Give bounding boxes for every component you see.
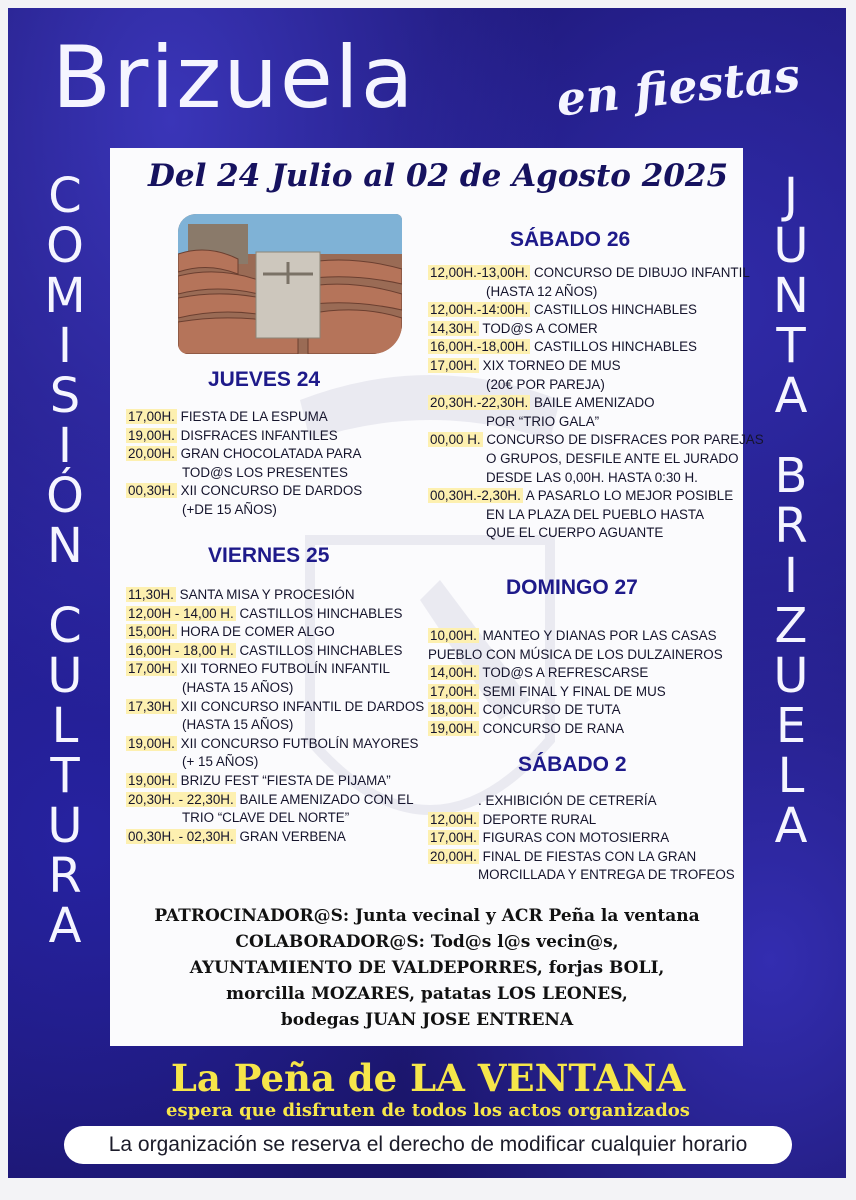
event-time: 18,00H. — [430, 702, 477, 718]
events-sabado26 — [428, 264, 764, 543]
event-text: (HASTA 15 AÑOS) — [182, 717, 294, 733]
left-vertical-letter: I — [57, 418, 73, 474]
event-text: SANTA MISA Y PROCESIÓN — [179, 587, 355, 602]
event-row — [428, 301, 764, 320]
event-row — [126, 501, 362, 520]
right-vertical-letter: Z — [774, 598, 808, 654]
right-vertical-letter: L — [777, 748, 805, 804]
event-text: CONCURSO DE DIBUJO INFANTIL — [534, 265, 750, 280]
village-photo — [178, 214, 402, 354]
event-time: 17,00H. — [128, 661, 175, 677]
event-time: 12,00H.-14:00H. — [430, 302, 529, 318]
event-text: DISFRACES INFANTILES — [180, 427, 338, 443]
left-vertical-letter: O — [46, 218, 84, 274]
event-row — [428, 829, 735, 848]
right-vertical-letter: E — [775, 698, 807, 754]
event-text: POR “TRIO GALA” — [486, 413, 600, 429]
event-row — [428, 683, 723, 702]
event-text: . EXHIBICIÓN DE CETRERÍA — [478, 793, 657, 808]
event-row — [428, 357, 764, 376]
event-text: (HASTA 12 AÑOS) — [486, 283, 598, 299]
event-text: (20€ POR PAREJA) — [486, 376, 605, 392]
event-text: BAILE AMENIZADO CON EL — [239, 791, 414, 807]
right-vertical-letter: U — [773, 218, 809, 274]
event-row — [428, 413, 764, 432]
event-time: 20,30H.-22,30H. — [430, 395, 529, 411]
left-vertical-letter: M — [44, 268, 86, 324]
event-text: CASTILLOS HINCHABLES — [534, 339, 697, 355]
event-time: 19,00H. — [128, 427, 175, 443]
event-text: TRIO “CLAVE DEL NORTE” — [182, 810, 350, 826]
event-row — [428, 450, 764, 469]
credits-line-2: COLABORADOR@S: Tod@s l@s vecin@s, — [235, 932, 619, 952]
events-viernes — [126, 586, 424, 846]
event-time: 20,00H. — [430, 848, 477, 864]
event-text: EN LA PLAZA DEL PUEBLO HASTA — [486, 506, 705, 522]
event-row — [126, 605, 424, 624]
event-time: 20,30H. - 22,30H. — [128, 791, 234, 807]
event-time: 19,00H. — [128, 735, 175, 751]
event-row — [428, 524, 764, 543]
event-text: CONCURSO DE DISFRACES POR PAREJAS — [486, 432, 764, 448]
left-vertical-letter: T — [50, 748, 80, 804]
event-row — [126, 464, 362, 483]
left-vertical-letter: U — [47, 798, 83, 854]
left-vertical-letter: C — [48, 598, 82, 654]
event-row — [126, 753, 424, 772]
event-time: 15,00H. — [128, 624, 175, 640]
event-text: FIESTA DE LA ESPUMA — [180, 409, 328, 424]
event-row — [428, 848, 735, 867]
event-text: HORA DE COMER ALGO — [180, 624, 335, 640]
event-row — [126, 828, 424, 847]
dates-heading: Del 24 Julio al 02 de Agosto 2025 — [148, 158, 729, 194]
top-border — [0, 0, 856, 8]
event-text: PUEBLO CON MÚSICA DE LOS DULZAINEROS — [428, 646, 723, 662]
right-vertical-letter: U — [773, 648, 809, 704]
poster-title: Brizuela — [52, 28, 416, 128]
event-row — [126, 427, 362, 446]
poster-subtitle: en fiestas — [553, 47, 803, 127]
event-text: CASTILLOS HINCHABLES — [534, 302, 697, 318]
event-row — [428, 664, 723, 683]
right-vertical-letter: A — [774, 798, 808, 854]
event-time: 19,00H. — [430, 720, 477, 736]
left-vertical-letter: I — [57, 318, 73, 374]
right-border — [846, 0, 856, 1200]
right-vertical-letter: J — [783, 168, 799, 224]
event-text: TOD@S A COMER — [482, 320, 598, 336]
left-vertical-letter: L — [51, 698, 79, 754]
event-time: 11,30H. — [128, 587, 174, 602]
event-row — [428, 646, 723, 665]
day-title-jueves: JUEVES 24 — [208, 368, 321, 391]
day-title-domingo: DOMINGO 27 — [506, 576, 638, 599]
right-vertical-letter: B — [774, 448, 808, 504]
events-sabado2 — [428, 792, 735, 885]
event-row — [428, 469, 764, 488]
event-text: BRIZU FEST “FIESTA DE PIJAMA” — [180, 772, 391, 788]
event-text: GRAN CHOCOLATADA PARA — [180, 446, 362, 462]
event-row — [126, 735, 424, 754]
event-row — [126, 660, 424, 679]
event-time: 17,00H. — [128, 409, 175, 424]
event-text: DESDE LAS 0,00H. HASTA 0:30 H. — [486, 469, 698, 485]
event-text: BAILE AMENIZADO — [534, 395, 655, 411]
event-row — [428, 487, 764, 506]
event-text: CASTILLOS HINCHABLES — [239, 642, 403, 658]
event-text: MANTEO Y DIANAS POR LAS CASAS — [482, 628, 717, 643]
left-vertical-letter: C — [48, 168, 82, 224]
event-row — [126, 586, 424, 605]
credits-line-4: morcilla MOZARES, patatas LOS LEONES, — [226, 984, 628, 1004]
event-text: TOD@S A REFRESCARSE — [482, 665, 649, 681]
event-time: 12,00H.-13,00H. — [430, 265, 529, 280]
event-row — [428, 264, 764, 283]
event-row — [126, 408, 362, 427]
pena-heading: La Peña de LA VENTANA — [170, 1056, 686, 1100]
event-text: CASTILLOS HINCHABLES — [239, 605, 403, 621]
event-row — [428, 627, 723, 646]
event-text: GRAN VERBENA — [239, 828, 346, 844]
event-row — [428, 792, 735, 811]
event-time: 17,30H. — [128, 698, 175, 714]
right-vertical-letter: T — [776, 318, 806, 374]
event-time: 00,00 H. — [430, 432, 481, 448]
event-text: FINAL DE FIESTAS CON LA GRAN — [482, 848, 697, 864]
day-title-sabado26: SÁBADO 26 — [510, 228, 631, 251]
event-row — [126, 445, 362, 464]
event-row — [126, 772, 424, 791]
event-text: (+DE 15 AÑOS) — [182, 501, 277, 517]
left-vertical-letter: Ó — [46, 468, 84, 524]
event-time: 00,30H. — [128, 483, 175, 499]
left-vertical-letter: N — [47, 518, 83, 574]
event-time: 16,00H - 18,00 H. — [128, 642, 234, 658]
left-border — [0, 0, 8, 1200]
event-text: QUE EL CUERPO AGUANTE — [486, 525, 664, 541]
event-text: CONCURSO DE TUTA — [482, 702, 621, 718]
event-row — [126, 482, 362, 501]
event-time: 00,30H. - 02,30H. — [128, 828, 234, 844]
event-text: (+ 15 AÑOS) — [182, 754, 259, 770]
event-row — [428, 506, 764, 525]
right-vertical-letter: R — [774, 498, 808, 554]
event-row — [428, 866, 735, 885]
event-time: 17,00H. — [430, 683, 477, 699]
disclaimer-banner: La organización se reserva el derecho de modificar cualquier horario — [64, 1126, 792, 1164]
event-text: (HASTA 15 AÑOS) — [182, 679, 294, 695]
credits-line-5: bodegas JUAN JOSE ENTRENA — [280, 1010, 574, 1030]
event-row — [428, 720, 723, 739]
event-text: DEPORTE RURAL — [482, 811, 597, 827]
events-jueves — [126, 408, 362, 520]
left-vertical-letter: A — [48, 898, 82, 954]
event-text: XII CONCURSO INFANTIL DE DARDOS — [180, 698, 425, 714]
right-vertical-text — [766, 168, 816, 854]
event-text: MORCILLADA Y ENTREGA DE TROFEOS — [478, 867, 735, 883]
event-row — [428, 811, 735, 830]
event-text: XIX TORNEO DE MUS — [482, 357, 621, 373]
event-text: XII TORNEO FUTBOLÍN INFANTIL — [180, 661, 390, 677]
pena-message: espera que disfruten de todos los actos organizados — [166, 1100, 690, 1121]
event-time: 19,00H. — [128, 772, 175, 788]
credits-line-1: PATROCINADOR@S: Junta vecinal y ACR Peña la ventana — [154, 906, 700, 926]
event-text: FIGURAS CON MOTOSIERRA — [482, 830, 670, 846]
event-row — [428, 283, 764, 302]
event-row — [126, 623, 424, 642]
event-row — [428, 394, 764, 413]
day-title-viernes: VIERNES 25 — [208, 544, 330, 567]
bottom-border — [0, 1178, 856, 1200]
event-row — [126, 791, 424, 810]
event-time: 12,00H. — [430, 811, 477, 827]
left-vertical-text — [40, 168, 90, 954]
event-time: 16,00H.-18,00H. — [430, 339, 529, 355]
right-vertical-letter: N — [773, 268, 809, 324]
event-text: O GRUPOS, DESFILE ANTE EL JURADO — [486, 450, 739, 466]
event-time: 17,00H. — [430, 357, 477, 373]
event-time: 12,00H - 14,00 H. — [128, 605, 234, 621]
event-text: A PASARLO LO MEJOR POSIBLE — [525, 488, 734, 504]
event-row — [428, 320, 764, 339]
event-text: SEMI FINAL Y FINAL DE MUS — [482, 683, 666, 699]
event-row — [126, 698, 424, 717]
event-text: XII CONCURSO DE DARDOS — [180, 483, 363, 499]
left-vertical-letter: U — [47, 648, 83, 704]
event-text: XII CONCURSO FUTBOLÍN MAYORES — [180, 735, 419, 751]
event-time: 17,00H. — [430, 830, 477, 846]
event-row — [428, 431, 764, 450]
event-row — [428, 338, 764, 357]
left-vertical-letter: S — [49, 368, 81, 424]
event-text: CONCURSO DE RANA — [482, 720, 625, 736]
event-time: 00,30H.-2,30H. — [430, 488, 521, 504]
event-text: TOD@S LOS PRESENTES — [182, 464, 348, 480]
event-row — [126, 716, 424, 735]
event-time: 20,00H. — [128, 446, 175, 462]
event-row — [126, 809, 424, 828]
event-time: 14,00H. — [430, 665, 477, 681]
event-row — [126, 679, 424, 698]
event-row — [428, 701, 723, 720]
event-row — [428, 376, 764, 395]
event-time: 10,00H. — [430, 628, 477, 643]
left-vertical-letter: R — [48, 848, 82, 904]
credits-line-3: AYUNTAMIENTO DE VALDEPORRES, forjas BOLI, — [189, 958, 665, 978]
day-title-sabado2: SÁBADO 2 — [518, 753, 627, 776]
event-row — [126, 642, 424, 661]
events-domingo — [428, 627, 723, 739]
right-vertical-letter: A — [774, 368, 808, 424]
right-vertical-letter: I — [783, 548, 799, 604]
event-time: 14,30H. — [430, 320, 477, 336]
